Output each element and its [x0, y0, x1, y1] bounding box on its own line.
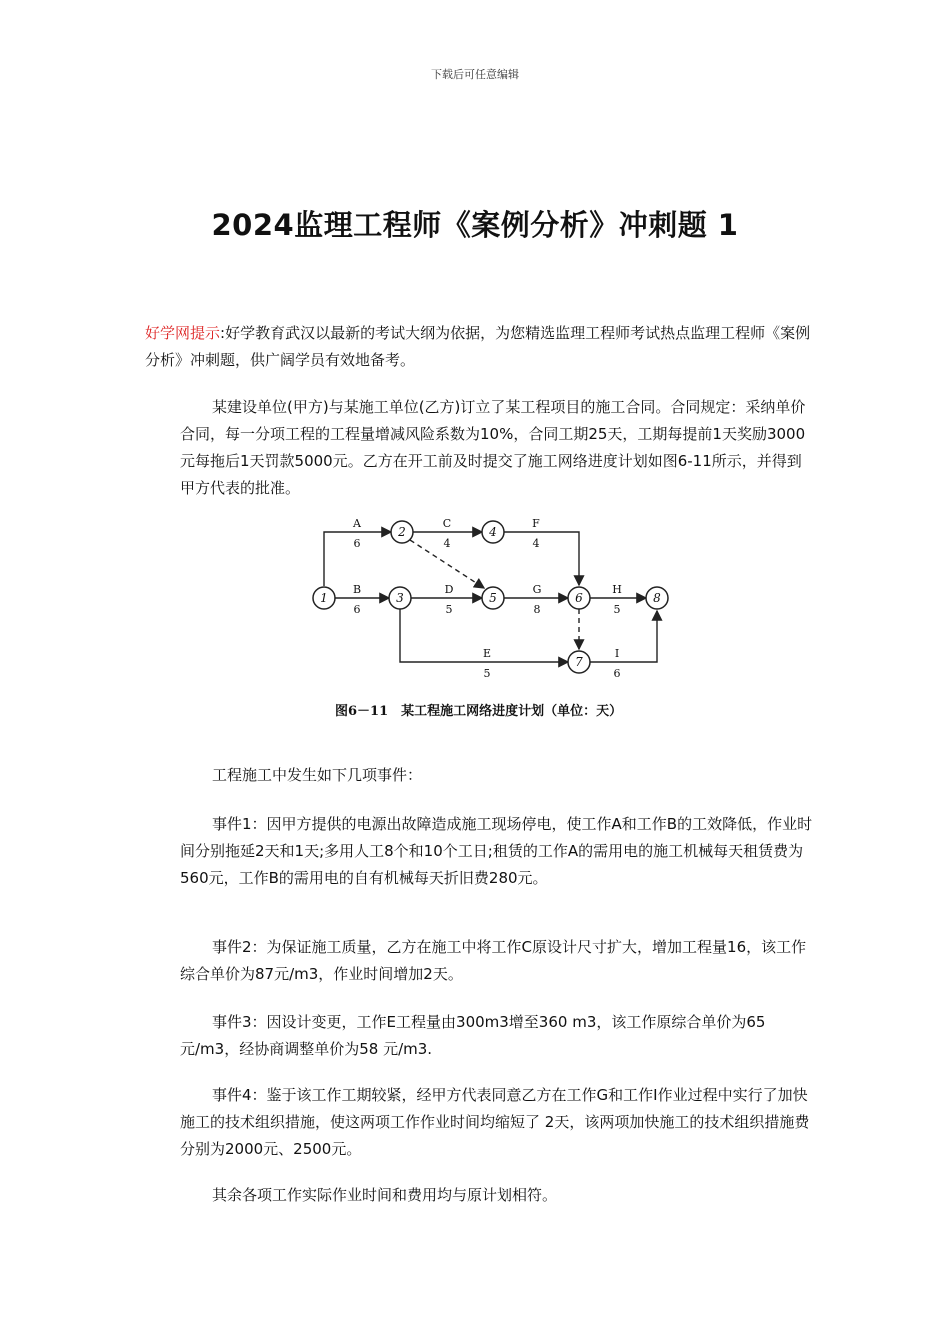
activity-e-duration: 5 [483, 667, 491, 680]
node-label-7: 7 [575, 655, 583, 669]
activity-i-name: I [614, 647, 620, 660]
activity-b-duration: 6 [353, 603, 361, 616]
node-label-3: 3 [396, 591, 404, 605]
arrow-f [504, 532, 579, 585]
node-label-5: 5 [489, 591, 497, 605]
activity-g-name: G [532, 583, 542, 596]
activity-c-name: C [442, 517, 452, 530]
figure-caption: 图6－11 某工程施工网络进度计划（单位：天） [335, 704, 623, 719]
activity-f-duration: 4 [532, 537, 540, 550]
activity-a-duration: 6 [353, 537, 361, 550]
activity-f-name: F [532, 517, 540, 530]
activity-a-name: A [353, 517, 361, 530]
node-label-4: 4 [489, 525, 497, 539]
activity-h-name: H [612, 583, 622, 596]
closing-paragraph: 其余各项工作实际作业时间和费用均与原计划相符。 [212, 1186, 558, 1204]
activity-g-duration: 8 [533, 603, 541, 616]
activity-d-name: D [444, 583, 454, 596]
events-intro: 工程施工中发生如下几项事件： [212, 766, 423, 784]
node-label-8: 8 [653, 591, 661, 605]
activity-b-name: B [352, 583, 362, 596]
node-label-1: 1 [320, 591, 328, 605]
tip-label: 好学网提示 [145, 324, 221, 342]
activity-c-duration: 4 [443, 537, 451, 550]
activity-d-duration: 5 [445, 603, 453, 616]
event-1-paragraph: 事件1：因甲方提供的电源出故障造成施工现场停电，使工作A和工作B的工效降低，作业时间分别拖延2天和1天;多用人工8个和10个工日;租赁的工作A的需用电的施工机械每天租赁费为560元，工作B的需用电的自有机械每天折旧费280元。 [180, 815, 813, 887]
node-label-6: 6 [575, 591, 583, 605]
activity-e-name: E [482, 647, 492, 660]
event-3-paragraph: 事件3：因设计变更，工作E工程量由300m3增至360 m3，该工作原综合单价为65元/m3，经协商调整单价为58 元/m3. [180, 1013, 766, 1058]
page-header: 下载后可任意编辑 [431, 68, 519, 81]
network-diagram-figure [305, 515, 695, 725]
activity-h-duration: 5 [613, 603, 621, 616]
event-2-paragraph: 事件2：为保证施工质量，乙方在施工中将工作C原设计尺寸扩大，增加工程量16，该工作综合单价为87元/m3，作业时间增加2天。 [180, 938, 807, 983]
activity-i-duration: 6 [613, 667, 621, 680]
intro-paragraph [145, 320, 815, 374]
node-label-2: 2 [398, 525, 406, 539]
page-title: 2024监理工程师《案例分析》冲刺题 1 [211, 208, 739, 242]
arrow-i [590, 611, 657, 662]
contract-paragraph: 某建设单位(甲方)与某施工单位(乙方)订立了某工程项目的施工合同。合同规定：采纳单价合同，每一分项工程的工程量增减风险系数为10%，合同工期25天，工期每提前1天奖励3000元每拖后1天罚款5000元。乙方在开工前及时提交了施工网络进度计划如图6-11所示，并得到甲方代表的批准。 [180, 398, 806, 497]
network-diagram [305, 515, 695, 725]
intro-text: :好学教育武汉以最新的考试大纲为依据，为您精选监理工程师考试热点监理工程师《案例分析》冲刺题，供广阔学员有效地备考。 [145, 324, 811, 369]
event-4-paragraph: 事件4：鉴于该工作工期较紧，经甲方代表同意乙方在工作G和工作I作业过程中实行了加快施工的技术组织措施，使这两项工作作业时间均缩短了 2天，该两项加快施工的技术组织措施费分别为2000元、2500元。 [180, 1086, 810, 1158]
